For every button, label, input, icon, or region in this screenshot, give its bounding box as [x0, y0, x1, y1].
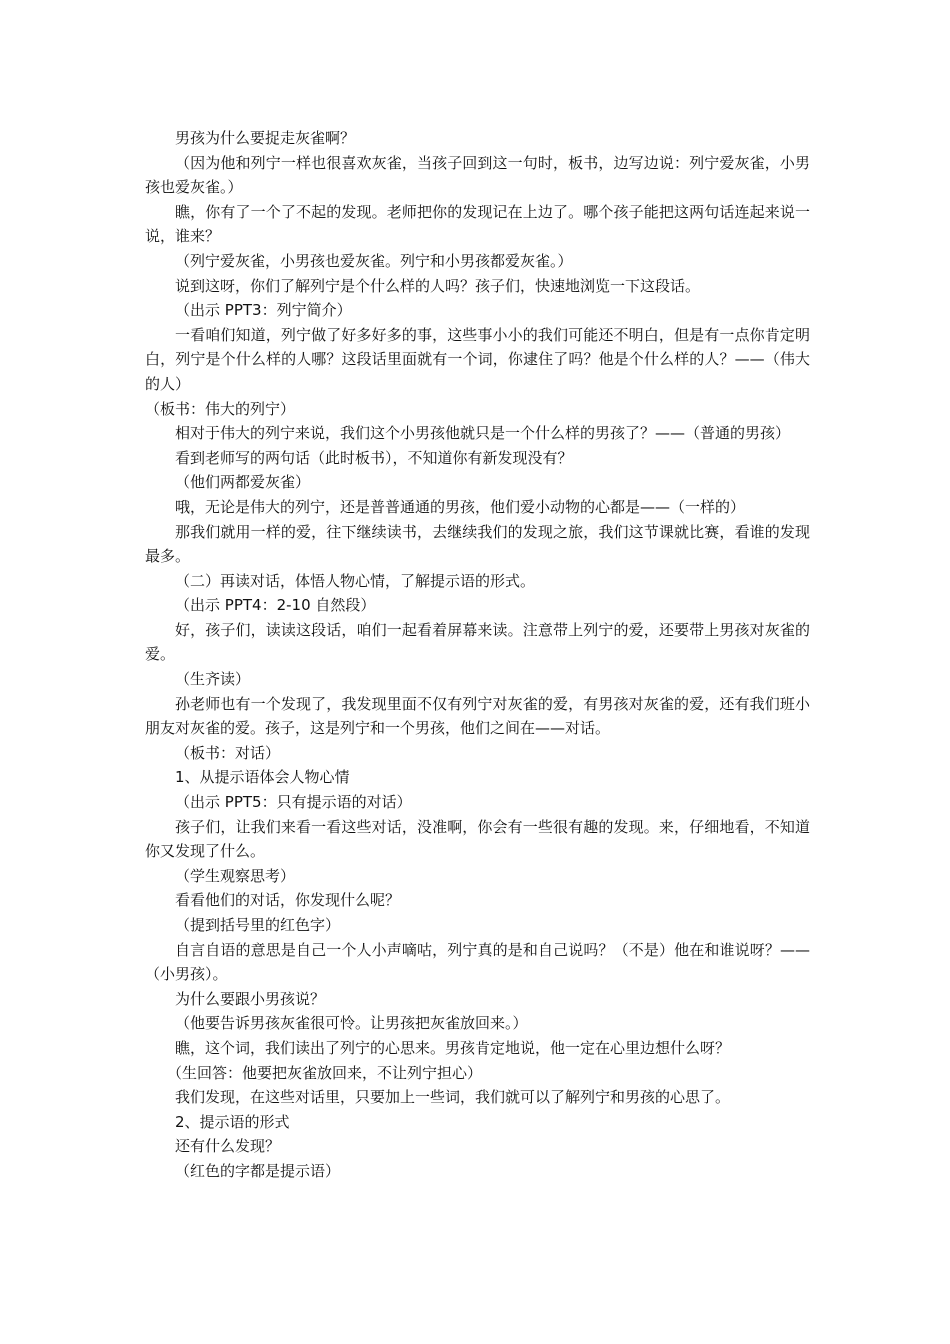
paragraph-17: （生齐读） [175, 670, 251, 689]
paragraph-30: （生回答：他要把灰雀放回来，不让列宁担心） [167, 1063, 483, 1082]
paragraph-18: 孙老师也有一个发现了，我发现里面不仅有列宁对灰雀的爱，有男孩对灰雀的爱，还有我们班小朋友对灰雀的爱。孩子，这是列宁和一个男孩，他们之间在——对话。 [145, 694, 810, 738]
document-body [145, 126, 810, 1184]
paragraph-11: （他们两都爱灰雀） [175, 473, 311, 492]
paragraph-31: 我们发现，在这些对话里，只要加上一些词，我们就可以了解列宁和男孩的心思了。 [175, 1088, 731, 1107]
paragraph-13: 那我们就用一样的爱，往下继续读书，去继续我们的发现之旅，我们这节课就比赛，看谁的发现最多。 [145, 522, 810, 566]
paragraph-3: 瞧，你有了一个了不起的发现。老师把你的发现记在上边了。哪个孩子能把这两句话连起来说一说，谁来？ [145, 202, 810, 246]
paragraph-7: 一看咱们知道，列宁做了好多好多的事，这些事小小的我们可能还不明白，但是有一点你肯定明白，列宁是个什么样的人哪？这段话里面就有一个词，你逮住了吗？他是个什么样的人？——（伟大的人） [145, 325, 810, 393]
paragraph-2: （因为他和列宁一样也很喜欢灰雀，当孩子回到这一句时，板书，边写边说：列宁爱灰雀，小男孩也爱灰雀。） [145, 153, 810, 197]
subheading-2: 2、提示语的形式 [175, 1112, 290, 1131]
section-heading-2: （二）再读对话，体悟人物心情，了解提示语的形式。 [175, 571, 536, 590]
paragraph-12: 哦，无论是伟大的列宁，还是普普通通的男孩，他们爱小动物的心都是——（一样的） [175, 497, 746, 516]
paragraph-6: （出示 PPT3：列宁简介） [175, 301, 352, 320]
paragraph-26: 自言自语的意思是自己一个人小声嘀咕，列宁真的是和自己说吗？（不是）他在和谁说呀？——（小男孩）。 [145, 940, 810, 984]
paragraph-19: （板书：对话） [175, 743, 281, 762]
paragraph-16: 好，孩子们，读读这段话，咱们一起看着屏幕来读。注意带上列宁的爱，还要带上男孩对灰雀的爱。 [145, 620, 810, 664]
paragraph-25: （提到括号里的红色字） [175, 916, 341, 934]
paragraph-1: 男孩为什么要捉走灰雀啊？ [175, 129, 356, 147]
paragraph-28: （他要告诉男孩灰雀很可怜。让男孩把灰雀放回来。） [175, 1014, 528, 1033]
paragraph-15: （出示 PPT4：2-10 自然段） [175, 596, 376, 615]
paragraph-5: 说到这呀，你们了解列宁是个什么样的人吗？孩子们，快速地浏览一下这段话。 [175, 276, 701, 295]
paragraph-33: 还有什么发现？ [175, 1137, 281, 1156]
paragraph-22: 孩子们，让我们来看一看这些对话，没准啊，你会有一些很有趣的发现。来，仔细地看，不知道你又发现了什么。 [145, 817, 810, 861]
paragraph-34: （红色的字都是提示语） [175, 1161, 341, 1180]
paragraph-10: 看到老师写的两句话（此时板书），不知道你有新发现没有？ [175, 448, 573, 467]
paragraph-24: 看看他们的对话，你发现什么呢？ [175, 891, 401, 910]
paragraph-4: （列宁爱灰雀，小男孩也爱灰雀。列宁和小男孩都爱灰雀。） [175, 251, 573, 270]
paragraph-8: （板书：伟大的列宁） [145, 399, 296, 418]
paragraph-23: （学生观察思考） [175, 866, 296, 885]
subheading-1: 1、从提示语体会人物心情 [175, 768, 350, 787]
paragraph-9: 相对于伟大的列宁来说，我们这个小男孩他就只是一个什么样的男孩了？——（普通的男孩） [175, 424, 791, 443]
paragraph-29: 瞧，这个词，我们读出了列宁的心思来。男孩肯定地说，他一定在心里边想什么呀？ [175, 1038, 731, 1057]
paragraph-27: 为什么要跟小男孩说？ [175, 989, 326, 1008]
paragraph-21: （出示 PPT5：只有提示语的对话） [175, 793, 412, 812]
